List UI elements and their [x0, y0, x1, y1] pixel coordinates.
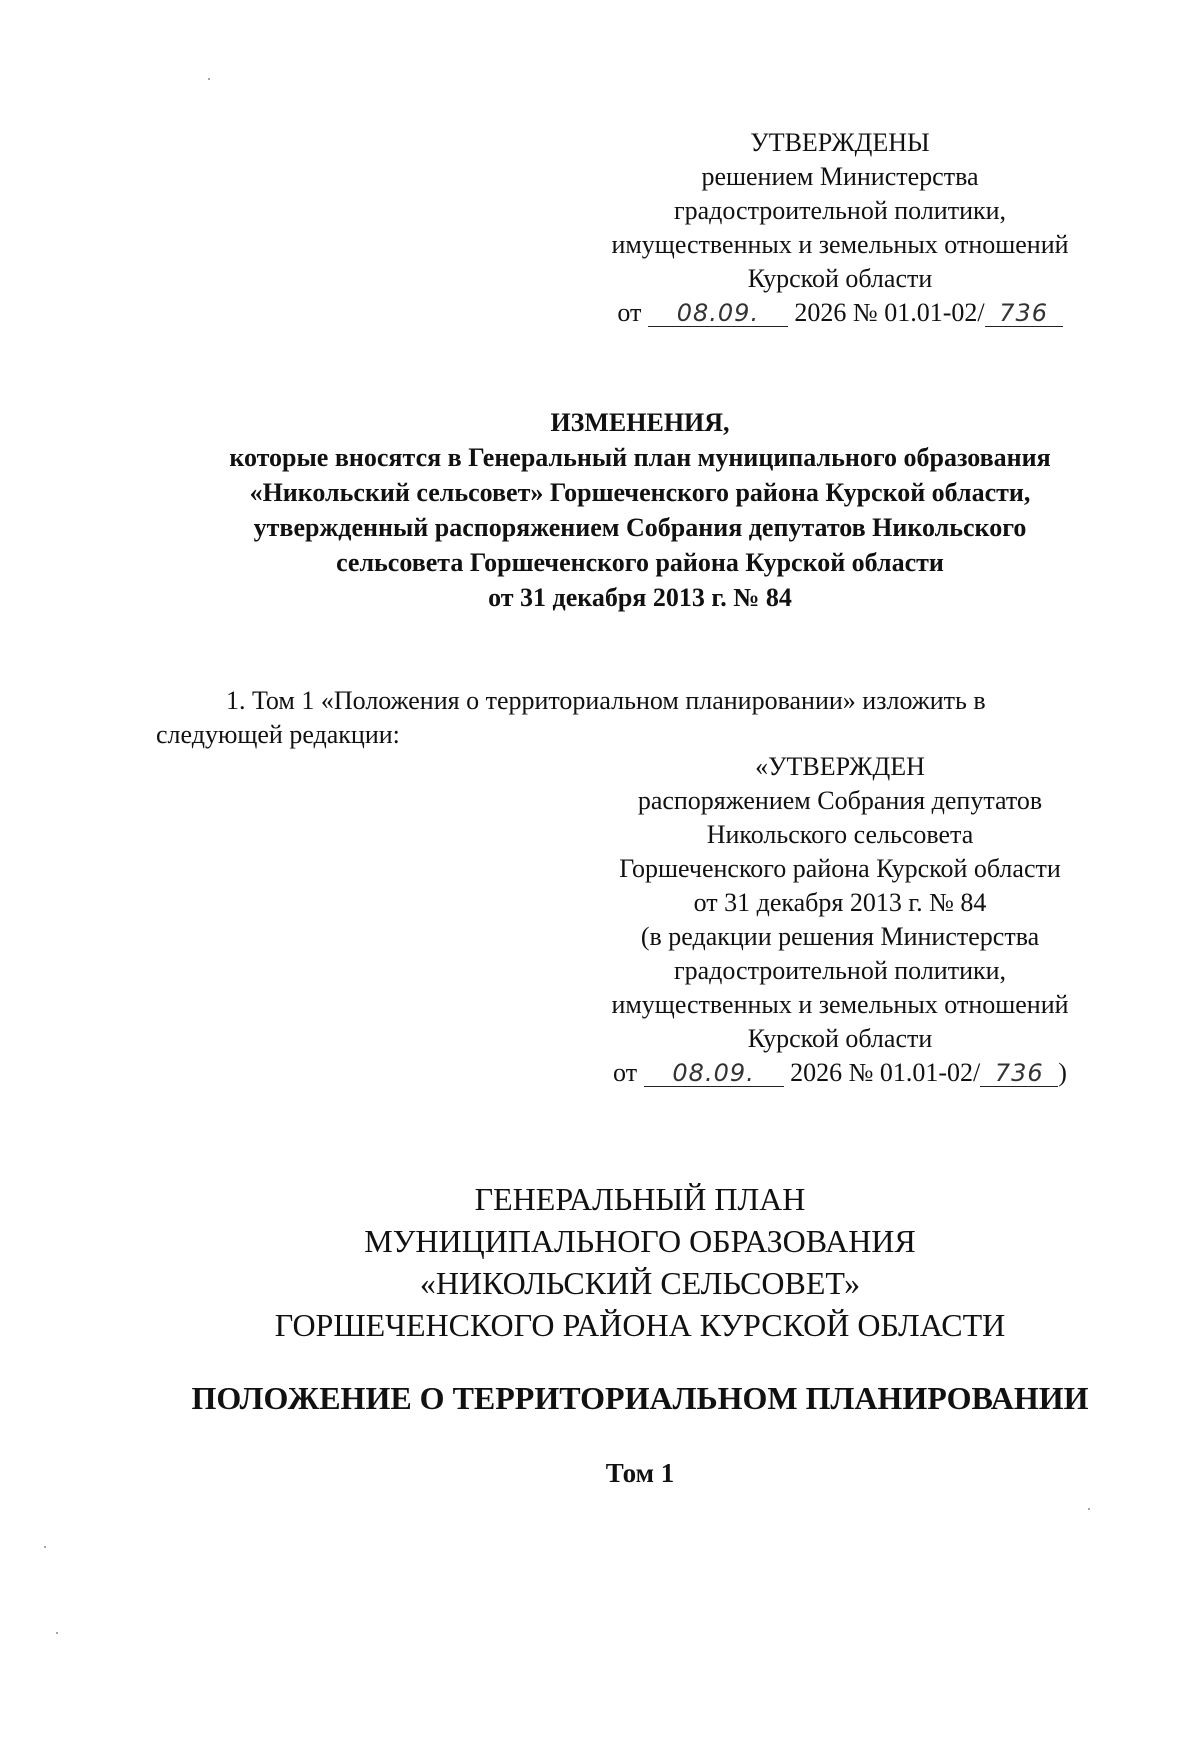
scan-speck [56, 1632, 58, 1634]
body-paragraph [156, 684, 1126, 752]
redaction-line: градостроительной политики, [673, 956, 1007, 985]
redaction-line: Никольского сельсовета [706, 820, 974, 849]
redaction-line: распоряжением Собрания депутатов [637, 786, 1043, 815]
general-plan-title [160, 1178, 1120, 1346]
approval-line: Курской области [747, 264, 933, 293]
redaction-heading: «УТВЕРЖДЕН [755, 752, 925, 781]
approval-line: градостроительной политики, [673, 196, 1007, 225]
provision-heading: ПОЛОЖЕНИЕ О ТЕРРИТОРИАЛЬНОМ ПЛАНИРОВАНИИ [191, 1380, 1089, 1416]
approval-date-number [560, 296, 1120, 330]
approval-heading: УТВЕРЖДЕНЫ [750, 128, 930, 157]
redaction-date-number [560, 1056, 1120, 1090]
redaction-block [560, 750, 1120, 1090]
provision-title [120, 1378, 1160, 1418]
general-plan-line: ГЕНЕРАЛЬНЫЙ ПЛАН [474, 1181, 806, 1217]
general-plan-line: «НИКОЛЬСКИЙ СЕЛЬСОВЕТ» [419, 1265, 861, 1301]
redaction-line: Курской области [747, 1024, 933, 1053]
changes-line: которые вносятся в Генеральный план муниципального образования [229, 443, 1051, 472]
approval-line: имущественных и земельных отношений [611, 230, 1069, 259]
date-prefix: от [613, 1058, 638, 1087]
scan-speck [208, 78, 210, 80]
handwritten-number: 736 [985, 300, 1063, 327]
redaction-line: от 31 декабря 2013 г. № 84 [693, 888, 987, 917]
scan-speck [1088, 1508, 1090, 1510]
tome-label [500, 1455, 780, 1491]
changes-title [120, 405, 1160, 615]
general-plan-line: ГОРШЕЧЕНСКОГО РАЙОНА КУРСКОЙ ОБЛАСТИ [274, 1307, 1006, 1343]
handwritten-number: 736 [980, 1060, 1058, 1087]
closing-paren: ) [1058, 1058, 1067, 1087]
paragraph-line-1: 1. Том 1 «Положения о территориальном планировании» изложить в [226, 686, 986, 715]
date-prefix: от [617, 298, 642, 327]
changes-line: «Никольский сельсовет» Горшеченского района Курской области, [249, 478, 1031, 507]
handwritten-date: 08.09. [648, 300, 788, 327]
redaction-line: (в редакции решения Министерства [640, 922, 1040, 951]
year-and-number: 2026 № 01.01-02/ [790, 1058, 981, 1087]
approval-block [560, 126, 1120, 330]
changes-line: утвержденный распоряжением Собрания депутатов Никольского [253, 513, 1027, 542]
approval-line: решением Министерства [701, 162, 979, 191]
changes-heading: ИЗМЕНЕНИЯ, [550, 408, 730, 437]
paragraph-line-2: следующей редакции: [156, 720, 400, 749]
redaction-line: Горшеченского района Курской области [619, 854, 1061, 883]
changes-line: от 31 декабря 2013 г. № 84 [488, 583, 792, 612]
handwritten-date: 08.09. [644, 1060, 784, 1087]
general-plan-line: МУНИЦИПАЛЬНОГО ОБРАЗОВАНИЯ [364, 1223, 916, 1259]
changes-line: сельсовета Горшеченского района Курской области [336, 548, 944, 577]
scan-speck [44, 1546, 46, 1548]
redaction-line: имущественных и земельных отношений [611, 990, 1069, 1019]
year-and-number: 2026 № 01.01-02/ [794, 298, 985, 327]
tome-heading: Том 1 [605, 1458, 675, 1488]
